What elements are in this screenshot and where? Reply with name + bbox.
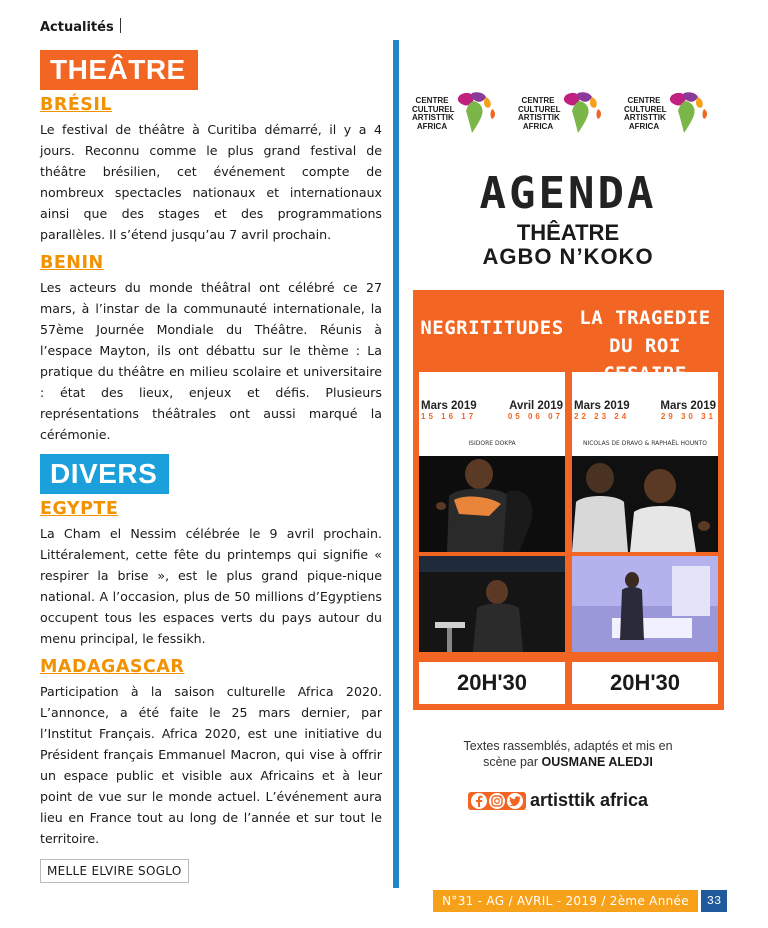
section-title: Actualités [40, 20, 114, 35]
date-days: 05 06 07 [507, 412, 563, 421]
benin-text: Les acteurs du monde théâtral ont célébré ce 27 mars, à l’instar de la communauté internationale, la 57ème Journée Mondiale du Théâtre. Réunis à l’espace Mayton, ils ont débattu sur le thème : La pratique du théâtre en milieu scolaire et universitaire : état des lieux, enjeux et défis. Plusieurs représentations théâtrales ont aussi marqué la cérémonie. [40, 280, 382, 442]
centre-logo [412, 84, 512, 144]
date-days: 15 16 17 [421, 412, 477, 421]
show-photo [419, 456, 565, 552]
agenda-subtitle [412, 221, 724, 269]
director-name: OUSMANE ALEDJI [541, 755, 653, 769]
show-photo [572, 556, 718, 652]
date-days: 29 30 31 [660, 412, 716, 421]
bresil-heading: BRÉSIL [40, 95, 113, 115]
centre-logo [624, 84, 724, 144]
brand-name: artisttik africa [530, 790, 649, 810]
show-time: 20H'30 [572, 662, 718, 704]
logo-text: CENTRE CULTUREL ARTISTTIK AFRICA [412, 96, 455, 131]
show-photo [572, 456, 718, 552]
logo-row [412, 84, 724, 144]
egypte-text: La Cham el Nessim célébrée le 9 avril prochain. Littéralement, cette fête du printemps qui signifie « respirer la brise », est le plus grand pique-nique national. A l’occasion, plus de 50 millions d’Egyptiens occupent tous les espaces verts du pays autour du menu principal, le fessikh. [40, 526, 382, 646]
section-label [40, 18, 121, 35]
date-month: Mars 2019 [574, 400, 630, 412]
logo-text: CENTRE CULTUREL ARTISTTIK AFRICA [624, 96, 667, 131]
bresil-text: Le festival de théâtre à Curitiba démarré, il y a 4 jours. Reconnu comme le plus grand festival de théâtre brésilien, cet événement compte de nombreux spectacles nationaux et internationaux ainsi que des stages et des programmations parallèles. Il s’étend jusqu’au 7 avril prochain. [40, 122, 382, 242]
show-credit: NICOLAS DE DRAVO & RAPHAËL HOUNTO [582, 440, 708, 447]
africa-map-icon [664, 89, 712, 139]
date-days: 22 23 24 [574, 412, 630, 421]
centre-logo [518, 84, 618, 144]
social-icons [468, 792, 526, 810]
show-photo [419, 556, 565, 652]
africa-map-icon [558, 89, 606, 139]
agenda-panel [413, 290, 724, 710]
date-month: Avril 2019 [509, 400, 563, 412]
staging-credits [412, 738, 724, 770]
show-credit: ISIDORE DOKPA [468, 440, 516, 447]
show-time: 20H'30 [419, 662, 565, 704]
instagram-icon[interactable] [489, 793, 505, 809]
logo-text: CENTRE CULTUREL ARTISTTIK AFRICA [518, 96, 561, 131]
madagascar-heading: MADAGASCAR [40, 657, 185, 677]
author-box: MELLE ELVIRE SOGLO [40, 859, 189, 883]
madagascar-text: Participation à la saison culturelle Africa 2020. L’annonce, a été faite le 25 mars dernier, par l’Institut Français. Africa 2020, est une initiative du Président français Emmanuel Macron, qui vise à offrir un espace public et visible aux Africains et à leur point de vue sur le monde actuel. L’événement aura lieu en France tout au long de l’année et sur tout le territoire. [40, 684, 382, 846]
benin-heading: BENIN [40, 253, 104, 273]
page-number: 33 [701, 890, 727, 912]
egypte-heading: EGYPTE [40, 499, 119, 519]
credits-line: scène par OUSMANE ALEDJI [483, 755, 653, 769]
divers-banner: DIVERS [40, 454, 169, 494]
agenda-header [412, 84, 724, 269]
date-month: Mars 2019 [660, 400, 716, 412]
theatre-banner: THEÂTRE [40, 50, 198, 90]
show-dates [419, 372, 565, 456]
credits-line: Textes rassemblés, adaptés et mis en [463, 739, 673, 753]
show-title: LA TRAGEDIE DU ROI [579, 307, 711, 357]
left-column [40, 50, 382, 883]
show-dates [572, 372, 718, 456]
footer-issue: N°31 - AG / AVRIL - 2019 / 2ème Année [433, 890, 698, 912]
column-divider [393, 40, 399, 888]
twitter-icon[interactable] [507, 793, 523, 809]
agenda-venue: AGBO N’KOKO [482, 244, 654, 269]
show-title: NEGRITITUDES [420, 317, 564, 339]
social-block [468, 790, 648, 811]
africa-map-icon [452, 89, 500, 139]
agenda-genre: THÊATRE [516, 220, 620, 245]
agenda-title: AGENDA [479, 168, 657, 219]
section-separator [120, 18, 121, 33]
date-month: Mars 2019 [421, 400, 477, 412]
facebook-icon[interactable] [471, 793, 487, 809]
